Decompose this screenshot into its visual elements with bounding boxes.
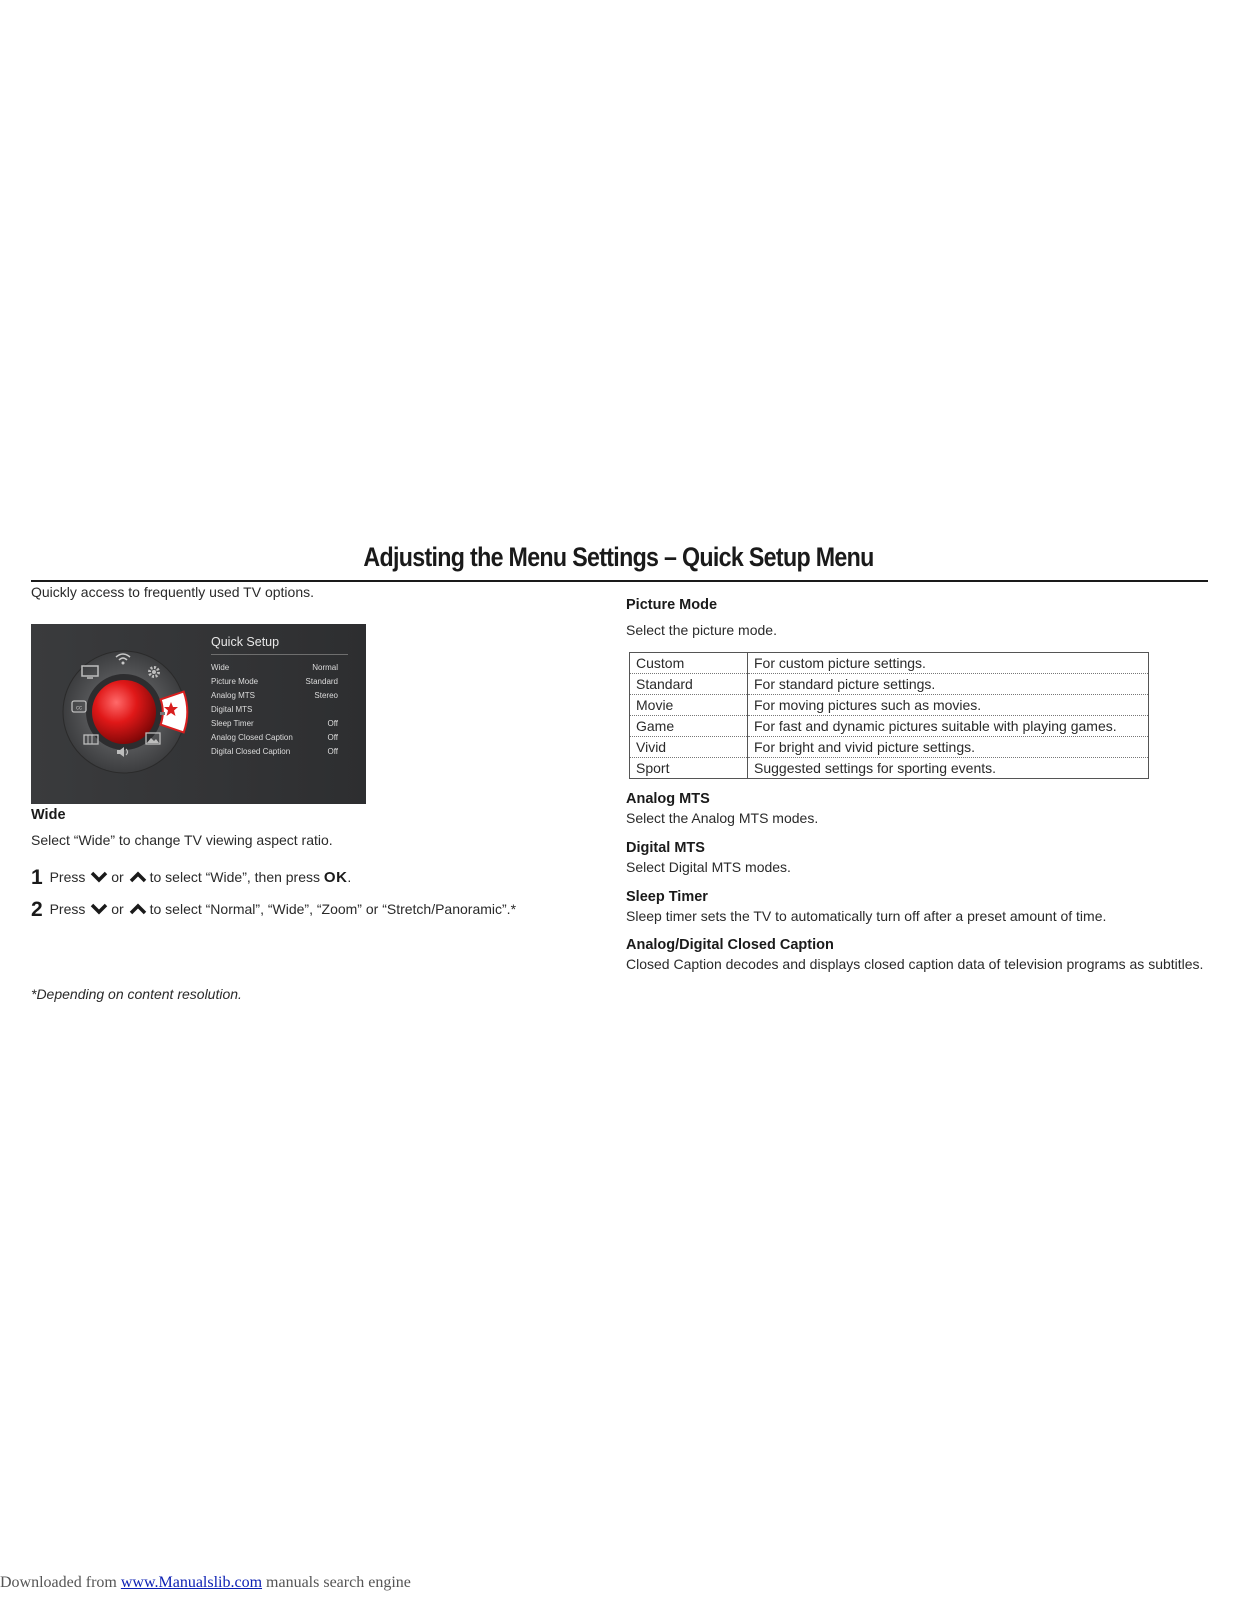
page-title: Adjusting the Menu Settings – Quick Setup Menu <box>363 542 874 572</box>
quick-setup-row <box>211 747 338 761</box>
svg-text:cc: cc <box>76 705 82 712</box>
mode-name: Custom <box>630 653 748 674</box>
mode-name: Sport <box>630 758 748 779</box>
row-label: Sleep Timer <box>211 719 254 728</box>
picture-icon <box>145 732 161 746</box>
mode-name: Vivid <box>630 737 748 758</box>
analog-mts-text: Select the Analog MTS modes. <box>626 810 819 826</box>
sleep-timer-heading: Sleep Timer <box>626 889 708 905</box>
quick-setup-screenshot <box>31 624 366 804</box>
row-value: Standard <box>305 677 338 686</box>
picture-mode-description: Select the picture mode. <box>626 622 777 638</box>
row-label: Analog MTS <box>211 691 256 700</box>
audio-icon <box>115 745 131 759</box>
digital-mts-heading: Digital MTS <box>626 840 705 856</box>
row-value: Normal <box>312 663 338 672</box>
row-value: Off <box>327 733 338 742</box>
quick-setup-row <box>211 663 338 677</box>
row-label: Analog Closed Caption <box>211 733 293 742</box>
wide-step-2 <box>31 898 516 922</box>
row-label: Digital MTS <box>211 705 253 714</box>
mode-name: Standard <box>630 674 748 695</box>
mode-description: Suggested settings for sporting events. <box>748 758 1149 779</box>
step-text: or <box>111 901 124 917</box>
up-arrow-icon <box>129 871 147 883</box>
step-text: or <box>111 869 124 885</box>
mode-description: For standard picture settings. <box>748 674 1149 695</box>
gear-icon <box>146 664 162 680</box>
wide-description: Select “Wide” to change TV viewing aspect ratio. <box>31 832 333 848</box>
footer-suffix: manuals search engine <box>266 1574 411 1591</box>
digital-mts-text: Select Digital MTS modes. <box>626 859 791 875</box>
row-label: Digital Closed Caption <box>211 747 291 756</box>
mode-description: For bright and vivid picture settings. <box>748 737 1149 758</box>
mode-name: Game <box>630 716 748 737</box>
row-label: Picture Mode <box>211 677 259 686</box>
table-row <box>630 653 1149 674</box>
closed-caption-text: Closed Caption decodes and displays closed caption data of television programs as subtitles. <box>626 956 1204 972</box>
sleep-timer-text: Sleep timer sets the TV to automatically turn off after a preset amount of time. <box>626 908 1107 924</box>
table-row <box>630 737 1149 758</box>
tv-icon <box>81 665 99 679</box>
mode-description: For fast and dynamic pictures suitable with playing games. <box>748 716 1149 737</box>
footer-prefix: Downloaded from <box>0 1574 117 1591</box>
row-label: Wide <box>211 663 230 672</box>
wide-step-1 <box>31 866 351 890</box>
quick-setup-row <box>211 705 338 719</box>
closed-caption-heading: Analog/Digital Closed Caption <box>626 937 834 953</box>
closed-caption-icon <box>71 700 87 714</box>
analog-mts-heading: Analog MTS <box>626 791 710 807</box>
quick-setup-row <box>211 719 338 733</box>
table-row <box>630 695 1149 716</box>
step-text: Press <box>49 901 86 917</box>
favorite-star-icon <box>159 701 179 717</box>
step-number: 1 <box>31 866 43 889</box>
quick-setup-row <box>211 677 338 691</box>
title-divider <box>31 580 1208 582</box>
intro-text: Quickly access to frequently used TV options. <box>31 584 314 600</box>
channels-icon <box>83 732 99 746</box>
step-text: to select “Normal”, “Wide”, “Zoom” or “Stretch/Panoramic”.* <box>149 901 517 917</box>
mode-description: For custom picture settings. <box>754 655 926 671</box>
row-value: Off <box>327 719 338 728</box>
ok-key-label: OK <box>323 869 348 886</box>
down-arrow-icon <box>90 871 108 883</box>
row-value: Stereo <box>314 691 338 700</box>
quick-setup-row <box>211 691 338 705</box>
picture-mode-heading: Picture Mode <box>626 597 718 613</box>
mode-name: Movie <box>630 695 748 716</box>
wifi-icon <box>114 651 132 665</box>
wide-heading: Wide <box>31 807 66 823</box>
table-row <box>630 674 1149 695</box>
step-text: Press <box>49 869 86 885</box>
picture-mode-table <box>629 652 1149 779</box>
manualslib-link[interactable]: www.Manualslib.com <box>120 1574 263 1591</box>
footnote: *Depending on content resolution. <box>31 986 242 1002</box>
quick-setup-divider <box>211 654 348 655</box>
step-text: . <box>347 869 352 885</box>
step-number: 2 <box>31 898 43 921</box>
mode-description: For moving pictures such as movies. <box>748 695 1149 716</box>
download-footer <box>0 1574 411 1592</box>
quick-setup-row <box>211 733 338 747</box>
step-text: to select “Wide”, then press <box>149 869 321 885</box>
down-arrow-icon <box>90 903 108 915</box>
up-arrow-icon <box>129 903 147 915</box>
quick-setup-title: Quick Setup <box>211 635 280 649</box>
table-row <box>630 716 1149 737</box>
row-value: Off <box>327 747 338 756</box>
table-row <box>630 758 1149 779</box>
